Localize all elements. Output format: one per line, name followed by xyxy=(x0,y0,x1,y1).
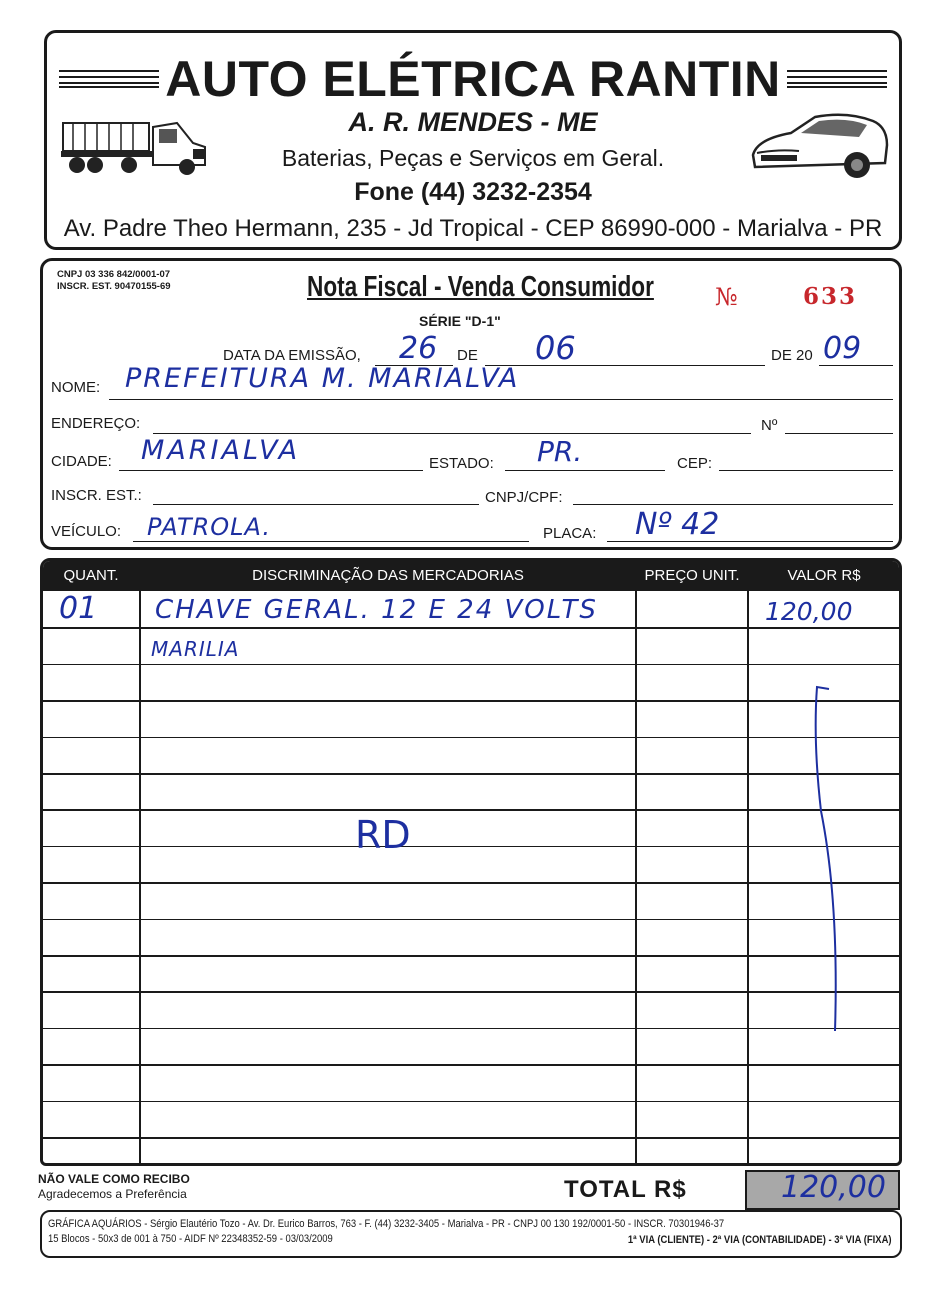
decorative-rule-right xyxy=(787,70,887,88)
printer-info xyxy=(40,1210,902,1258)
nome-label: NOME: xyxy=(51,379,101,396)
month-line xyxy=(485,365,765,366)
issuer-inscr: INSCR. EST. 90470155-69 xyxy=(57,281,171,292)
total-label: TOTAL R$ xyxy=(564,1176,687,1203)
numero-label: Nº xyxy=(761,417,778,434)
document-serie: SÉRIE "D-1" xyxy=(419,313,501,329)
row-rule xyxy=(43,882,899,884)
column-divider xyxy=(747,561,749,1163)
date-label: DATA DA EMISSÃO, xyxy=(223,347,361,364)
company-tagline: Baterias, Peças e Serviços em Geral. xyxy=(281,145,665,171)
number-symbol: № xyxy=(715,283,738,311)
de-label-1: DE xyxy=(457,347,478,364)
invoice-form xyxy=(40,258,902,550)
printer-line-2: 15 Blocos - 50x3 de 001 à 750 - AIDF Nº 22348352-59 - 03/03/2009 xyxy=(48,1233,333,1245)
estado-value: PR. xyxy=(537,435,583,468)
row-rule xyxy=(43,1101,899,1103)
company-header xyxy=(44,30,902,250)
nome-line xyxy=(109,399,893,400)
printer-line-1: GRÁFICA AQUÁRIOS - Sérgio Elautério Tozo - Av. Dr. Eurico Barros, 763 - F. (44) 3232-3405 - Marialva - PR - CNPJ 00 130 192/0001-50 - INSCR. 70301946-37 xyxy=(48,1218,725,1230)
cep-line xyxy=(719,470,893,471)
total-box xyxy=(745,1170,900,1210)
cnpj-cpf-label: CNPJ/CPF: xyxy=(485,489,563,506)
truck-icon xyxy=(59,113,209,181)
issuer-cnpj: CNPJ 03 336 842/0001-07 xyxy=(57,269,171,280)
handwritten-ditto-stroke xyxy=(809,681,849,1041)
endereco-label: ENDEREÇO: xyxy=(51,415,141,432)
row-rule xyxy=(43,627,899,629)
cidade-line xyxy=(119,470,423,471)
document-title: Nota Fiscal - Venda Consumidor xyxy=(307,271,654,303)
row-rule xyxy=(43,955,899,957)
total-value: 120,00 xyxy=(781,1170,886,1205)
cep-label: CEP: xyxy=(677,455,713,472)
row-rule xyxy=(43,919,899,921)
row-qty: 01 xyxy=(59,591,98,626)
header-preco-unit: PREÇO UNIT. xyxy=(644,567,740,584)
row-rule xyxy=(43,846,899,848)
row-rule xyxy=(43,991,899,993)
numero-line xyxy=(785,433,893,434)
issuer-ids xyxy=(57,269,171,293)
inscr-est-line xyxy=(153,504,479,505)
veiculo-line xyxy=(133,541,529,542)
row-rule xyxy=(43,1137,899,1139)
row-rule xyxy=(43,773,899,775)
nome-value: PREFEITURA M. MARIALVA xyxy=(125,363,520,394)
company-owner: A. R. MENDES - ME xyxy=(348,107,598,137)
placa-label: PLACA: xyxy=(543,525,597,542)
header-descricao: DISCRIMINAÇÃO DAS MERCADORIAS xyxy=(252,567,524,584)
veiculo-value: PATROLA. xyxy=(147,513,272,541)
sports-car-icon xyxy=(747,109,891,185)
de-label-2: DE 20 xyxy=(771,347,813,364)
row-rule xyxy=(43,737,899,739)
row-rule xyxy=(43,809,899,811)
scan-edge xyxy=(0,0,944,22)
company-phone: Fone (44) 3232-2354 xyxy=(354,178,592,206)
table-header xyxy=(43,561,899,591)
row-description: MARILIA xyxy=(151,637,240,661)
header-quant: QUANT. xyxy=(63,567,119,584)
column-divider xyxy=(635,561,637,1163)
cnpj-cpf-line xyxy=(573,504,893,505)
month-value: 06 xyxy=(535,329,576,367)
row-rule xyxy=(43,664,899,666)
decorative-rule-left xyxy=(59,70,159,88)
day-value: 26 xyxy=(399,331,438,366)
initials-mark: RD xyxy=(355,813,411,857)
row-rule xyxy=(43,1028,899,1030)
items-table xyxy=(40,558,902,1166)
row-description: CHAVE GERAL. 12 E 24 VOLTS xyxy=(155,595,598,625)
placa-value: Nº 42 xyxy=(635,507,720,542)
row-rule xyxy=(43,1064,899,1066)
row-value: 120,00 xyxy=(765,597,853,626)
invoice-number: 633 xyxy=(803,283,858,310)
not-a-receipt-notice: NÃO VALE COMO RECIBO xyxy=(38,1172,190,1186)
estado-label: ESTADO: xyxy=(429,455,494,472)
estado-line xyxy=(505,470,665,471)
company-brand: AUTO ELÉTRICA RANTIN xyxy=(165,51,781,107)
company-address: Av. Padre Theo Hermann, 235 - Jd Tropical - CEP 86990-000 - Marialva - PR xyxy=(63,215,883,242)
thanks-text: Agradecemos a Preferência xyxy=(38,1187,187,1201)
header-valor: VALOR R$ xyxy=(787,567,861,584)
year-value: 09 xyxy=(823,331,862,366)
veiculo-label: VEÍCULO: xyxy=(51,523,122,540)
printer-line-3: 1ª VIA (CLIENTE) - 2ª VIA (CONTABILIDADE) - 3ª VIA (FIXA) xyxy=(628,1234,892,1246)
endereco-line xyxy=(153,433,751,434)
brand-row xyxy=(59,51,887,107)
column-divider xyxy=(139,561,141,1163)
cidade-label: CIDADE: xyxy=(51,453,112,470)
row-rule xyxy=(43,700,899,702)
cidade-value: MARIALVA xyxy=(141,435,301,466)
inscr-est-label: INSCR. EST.: xyxy=(51,487,142,504)
